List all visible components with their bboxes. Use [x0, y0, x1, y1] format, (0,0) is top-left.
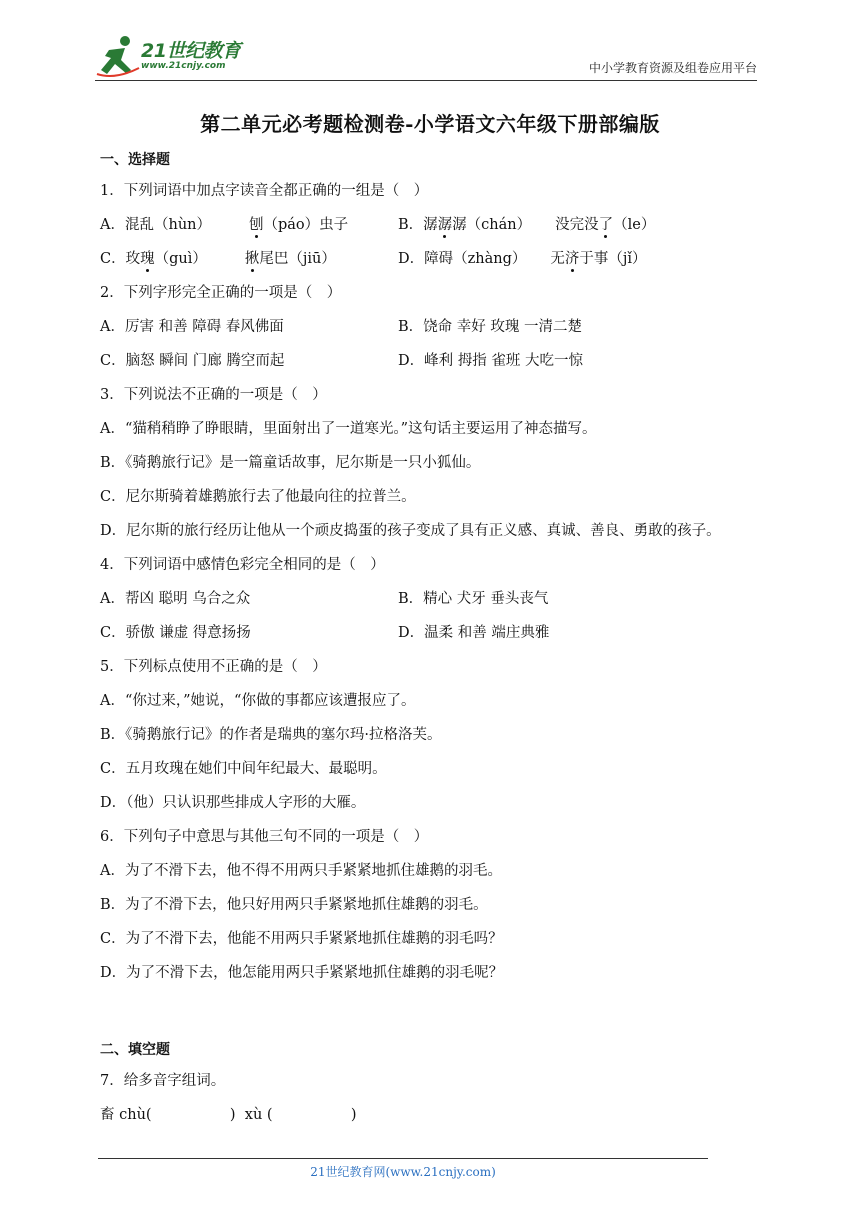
q5-stem: 5．下列标点使用不正确的是（ ）	[100, 659, 327, 675]
q2-stem: 2．下列字形完全正确的一项是（ ）	[100, 285, 342, 301]
q7-stem: 7．给多音字组词。	[100, 1073, 226, 1089]
page-header	[95, 30, 757, 81]
q6-option-d: D．为了不滑下去，他怎能用两只手紧紧地抓住雄鹅的羽毛呢？	[100, 965, 504, 981]
q6-option-c: C．为了不滑下去，他能不用两只手紧紧地抓住雄鹅的羽毛吗？	[100, 931, 503, 947]
q2-option-d: D．峰利 拇指 雀班 大吃一惊	[398, 353, 583, 369]
q4-option-d: D．温柔 和善 端庄典雅	[398, 625, 550, 641]
q1-options-cd	[100, 242, 780, 276]
logo-text: 21世纪教育	[141, 40, 241, 62]
site-logo	[95, 34, 265, 78]
q4-options-cd	[100, 616, 780, 650]
q5-option-d: D．（他）只认识那些排成人字形的大雁。	[100, 795, 366, 811]
q2-option-b: B．饶命 幸好 玫瑰 一清二楚	[398, 319, 582, 335]
q4-stem: 4．下列词语中感情色彩完全相同的是（ ）	[100, 557, 385, 573]
footer-divider	[98, 1158, 708, 1159]
q5-option-c: C．五月玫瑰在她们中间年纪最大、最聪明。	[100, 761, 387, 777]
spacer	[100, 990, 780, 1036]
q5-option-b: B．《骑鹅旅行记》的作者是瑞典的塞尔玛·拉格洛芙。	[100, 727, 442, 743]
q3-stem: 3．下列说法不正确的一项是（ ）	[100, 387, 327, 403]
runner-logo-icon	[95, 34, 141, 78]
q3-option-d: D．尼尔斯的旅行经历让他从一个顽皮捣蛋的孩子变成了具有正义感、真诚、善良、勇敢的孩子。	[100, 523, 721, 539]
q3-option-a: A．“猫稍稍睁了睁眼睛，里面射出了一道寒光。”这句话主要运用了神态描写。	[100, 421, 597, 437]
q1-option-c: C．玫瑰（guì） 揪尾巴（jiū）	[100, 251, 336, 267]
q2-options-cd	[100, 344, 780, 378]
q1-option-d: D．障碍（zhàng） 无济于事（jǐ）	[398, 242, 647, 276]
q4-option-c: C．骄傲 谦虚 得意扬扬	[100, 625, 251, 641]
q2-option-c: C．脑怒 瞬间 门廊 腾空而起	[100, 353, 285, 369]
q4-options-ab	[100, 582, 780, 616]
exam-content	[100, 146, 780, 1132]
q6-option-b: B．为了不滑下去，他只好用两只手紧紧地抓住雄鹅的羽毛。	[100, 897, 488, 913]
page-title: 第二单元必考题检测卷-小学语文六年级下册部编版	[200, 112, 660, 136]
q4-option-a: A．帮凶 聪明 乌合之众	[100, 591, 251, 607]
q2-option-a: A．厉害 和善 障碍 春风佛面	[100, 319, 284, 335]
q1-stem: 1．下列词语中加点字读音全都正确的一组是（ ）	[100, 183, 429, 199]
q1-options-ab	[100, 208, 780, 242]
q5-option-a: A．“你过来，”她说，“你做的事都应该遭报应了。	[100, 693, 416, 709]
q2-options-ab	[100, 310, 780, 344]
section-fill-heading: 二、填空题	[100, 1042, 170, 1058]
q6-option-a: A．为了不滑下去，他不得不用两只手紧紧地抓住雄鹅的羽毛。	[100, 863, 502, 879]
q1-option-b: B．潺潺潺（chán） 没完没了（le）	[398, 208, 655, 242]
q1-option-a: A．混乱（hùn） 刨（páo）虫子	[100, 217, 348, 233]
q7-answer-line: 畜 chù( ) xù ( )	[100, 1107, 357, 1123]
q4-option-b: B．精心 犬牙 垂头丧气	[398, 591, 549, 607]
q6-stem: 6．下列句子中意思与其他三句不同的一项是（ ）	[100, 829, 429, 845]
q3-option-c: C．尼尔斯骑着雄鹅旅行去了他最向往的拉普兰。	[100, 489, 416, 505]
platform-name: 中小学教育资源及组卷应用平台	[588, 61, 757, 75]
page-footer: 21世纪教育网(www.21cnjy.com)	[310, 1165, 496, 1179]
logo-url: www.21cnjy.com	[141, 61, 226, 71]
q3-option-b: B．《骑鹅旅行记》是一篇童话故事，尼尔斯是一只小狐仙。	[100, 455, 481, 471]
section-choice-heading: 一、选择题	[100, 152, 170, 168]
